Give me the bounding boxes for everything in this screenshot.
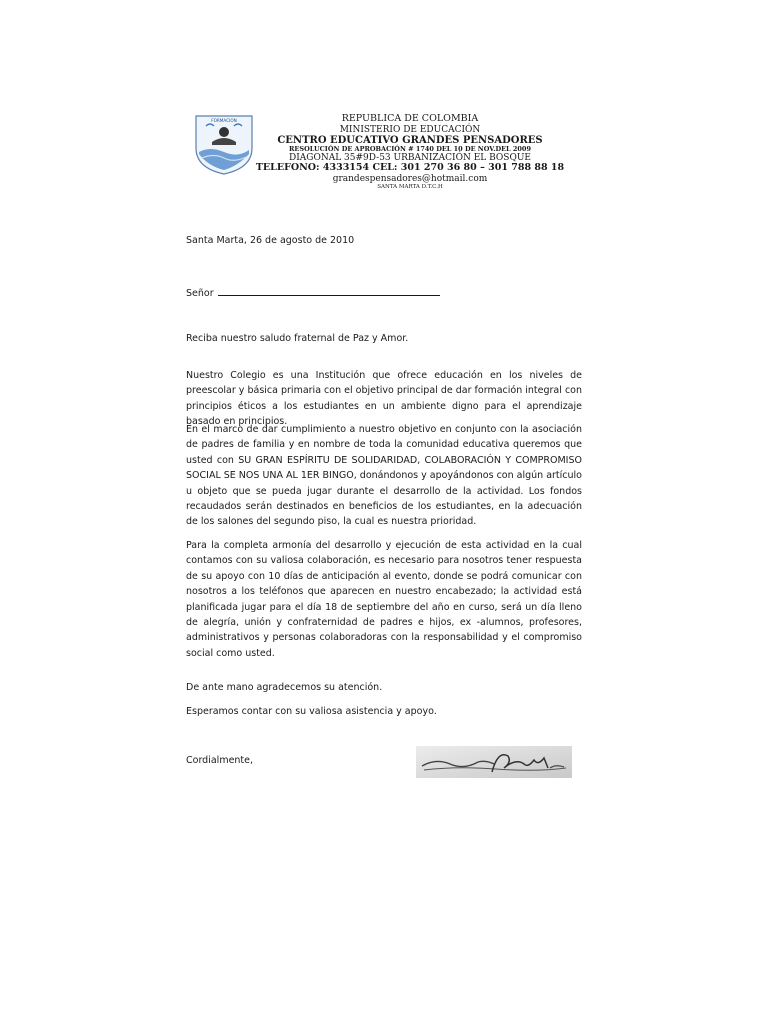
recipient-label: Señor (186, 288, 214, 299)
address-line: DIAGONAL 35#9D-53 URBANIZACIÓN EL BOSQUE (289, 153, 531, 164)
recipient-blank (218, 285, 440, 296)
letter-date: Santa Marta, 26 de agosto de 2010 (186, 235, 355, 246)
country-line: REPUBLICA DE COLOMBIA (341, 113, 479, 124)
paragraph-1: Nuestro Colegio es una Institución que ofrece educación en los niveles de preescolar y básica primaria con el objetivo principal de dar formación integral con principios éticos a los estudiantes en un ambiente digno para el aprendizaje basado en principios. (186, 370, 582, 428)
paragraph-3: Para la completa armonía del desarrollo y ejecución de esta actividad en la cual contamos con su valiosa colaboración, es necesario para nosotros tener respuesta de su apoyo con 10 días de anticipación al evento, donde se podrá comunicar con nosotros a los teléfonos que aparecen en nuestro encabezado; la actividad está planificada jugar para el día 18 de septiembre del año en curso, será un día lleno de alegría, unión y confraternidad de padres e hijos, ex -alumnos, profesores, administrativos y personas colaboradoras con la responsabilidad y el compromiso social como usted. (186, 540, 582, 659)
hope-line: Esperamos contar con su valiosa asistencia y apoyo. (186, 706, 437, 717)
letterhead (240, 114, 580, 190)
ministry-line: MINISTERIO DE EDUCACIÓN (339, 124, 481, 135)
city-line: SANTA MARTA D.T.C.H (377, 183, 443, 190)
email-line: grandespensadores@hotmail.com (332, 173, 488, 184)
paragraph-2: En el marco de dar cumplimiento a nuestro objetivo en conjunto con la asociación de padres de familia y en nombre de toda la comunidad educativa queremos que usted con SU GRAN ESPÍRITU DE SOLIDARIDAD, COLABORACIÓN Y COMPROMISO SOCIAL SE NOS UNA AL 1ER BINGO, donándonos y apoyándonos con algún artículo u objeto que se pueda jugar durante el desarrollo de la actividad. Los fondos recaudados serán destinados en beneficios de los estudiantes, en la adecuación de los salones del segundo piso, la cual es nuestra prioridad. (186, 424, 582, 528)
resolution-line: RESOLUCIÓN DE APROBACIÓN # 1740 DEL 10 DE NOV.DEL 2009 (289, 144, 531, 153)
logo-text: FORMACION (211, 118, 237, 123)
closing-line: Cordialmente, (186, 755, 254, 766)
phone-line: TELEFONO: 4333154 CEL: 301 270 36 80 – 301 788 88 18 (255, 162, 565, 174)
recipient-line (186, 285, 440, 301)
signature-image (416, 746, 572, 778)
school-name: CENTRO EDUCATIVO GRANDES PENSADORES (277, 134, 543, 146)
thanks-line: De ante mano agradecemos su atención. (186, 682, 383, 693)
greeting: Reciba nuestro saludo fraternal de Paz y Amor. (186, 333, 409, 344)
